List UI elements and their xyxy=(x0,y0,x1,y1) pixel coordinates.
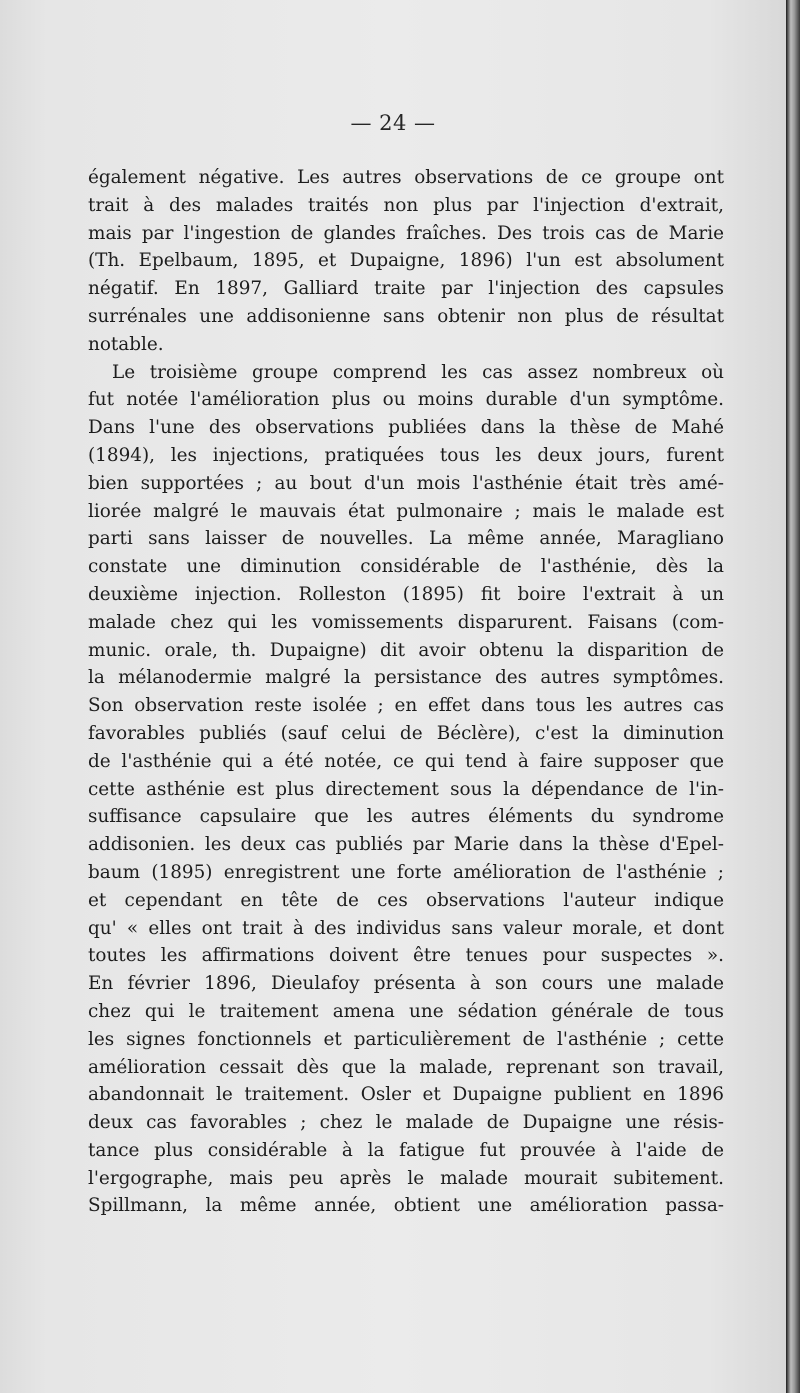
text-line: (1894), les injections, pratiquées tous les deux jours, furent xyxy=(88,444,724,466)
text-line: En février 1896, Dieulafoy présenta à son cours une malade xyxy=(88,973,724,995)
text-line: chez qui le traitement amena une sédation générale de tous xyxy=(88,1000,724,1022)
text-line: bien supportées ; au bout d'un mois l'asthénie était très amé- xyxy=(88,472,724,494)
text-line: Spillmann, la même année, obtient une amélioration passa- xyxy=(88,1195,724,1217)
text-line: baum (1895) enregistrent une forte amélioration de l'asthénie ; xyxy=(88,861,724,883)
text-line: malade chez qui les vomissements disparurent. Faisans (com- xyxy=(88,611,724,633)
paragraph-start-line: Le troisième groupe comprend les cas assez nombreux où xyxy=(112,361,724,383)
page-edge-shadow xyxy=(786,0,800,1393)
text-line: suffisance capsulaire que les autres éléments du syndrome xyxy=(88,806,724,828)
body-text xyxy=(88,164,724,1220)
text-line: la mélanodermie malgré la persistance des autres symptômes. xyxy=(88,667,724,689)
text-line: Son observation reste isolée ; en effet dans tous les autres cas xyxy=(88,695,724,717)
text-line: munic. orale, th. Dupaigne) dit avoir obtenu la disparition de xyxy=(88,639,724,661)
text-line: amélioration cessait dès que la malade, reprenant son travail, xyxy=(88,1056,724,1078)
text-line: également négative. Les autres observations de ce groupe ont xyxy=(88,167,724,188)
text-line: fut notée l'amélioration plus ou moins durable d'un symptôme. xyxy=(88,389,724,411)
text-line: abandonnait le traitement. Osler et Dupaigne publient en 1896 xyxy=(88,1084,724,1106)
text-line: négatif. En 1897, Galliard traite par l'injection des capsules xyxy=(88,278,724,300)
text-line: qu' « elles ont trait à des individus sans valeur morale, et dont xyxy=(88,917,724,939)
text-line: deux cas favorables ; chez le malade de Dupaigne une résis- xyxy=(88,1112,724,1134)
text-line: constate une diminution considérable de l'asthénie, dès la xyxy=(88,556,724,578)
text-line: les signes fonctionnels et particulièrement de l'asthénie ; cette xyxy=(88,1028,724,1050)
text-line: addisonien. les deux cas publiés par Marie dans la thèse d'Epel- xyxy=(88,834,724,856)
text-line: liorée malgré le mauvais état pulmonaire ; mais le malade est xyxy=(88,500,724,522)
text-line: Dans l'une des observations publiées dans la thèse de Mahé xyxy=(88,417,724,439)
text-line: tance plus considérable à la fatigue fut prouvée à l'aide de xyxy=(88,1139,724,1161)
text-line: surrénales une addisonienne sans obtenir non plus de résultat xyxy=(88,305,724,327)
text-line: cette asthénie est plus directement sous la dépendance de l'in- xyxy=(88,778,724,800)
text-line: deuxième injection. Rolleston (1895) fit boire l'extrait à un xyxy=(88,583,724,605)
text-line: de l'asthénie qui a été notée, ce qui tend à faire supposer que xyxy=(88,750,724,772)
text-line: (Th. Epelbaum, 1895, et Dupaigne, 1896) l'un est absolument xyxy=(88,250,724,272)
text-line: mais par l'ingestion de glandes fraîches. Des trois cas de Marie xyxy=(88,222,724,244)
page-number: — 24 — xyxy=(350,111,436,135)
text-line: toutes les affirmations doivent être tenues pour suspectes ». xyxy=(88,945,724,967)
paragraph-end-line: notable. xyxy=(88,333,164,355)
text-line: trait à des malades traités non plus par l'injection d'extrait, xyxy=(88,194,724,216)
text-line: favorables publiés (sauf celui de Béclère), c'est la diminution xyxy=(88,722,724,744)
text-line: et cependant en tête de ces observations l'auteur indique xyxy=(88,889,724,911)
text-line: parti sans laisser de nouvelles. La même année, Maragliano xyxy=(88,528,724,550)
text-line: l'ergographe, mais peu après le malade mourait subitement. xyxy=(88,1167,724,1189)
